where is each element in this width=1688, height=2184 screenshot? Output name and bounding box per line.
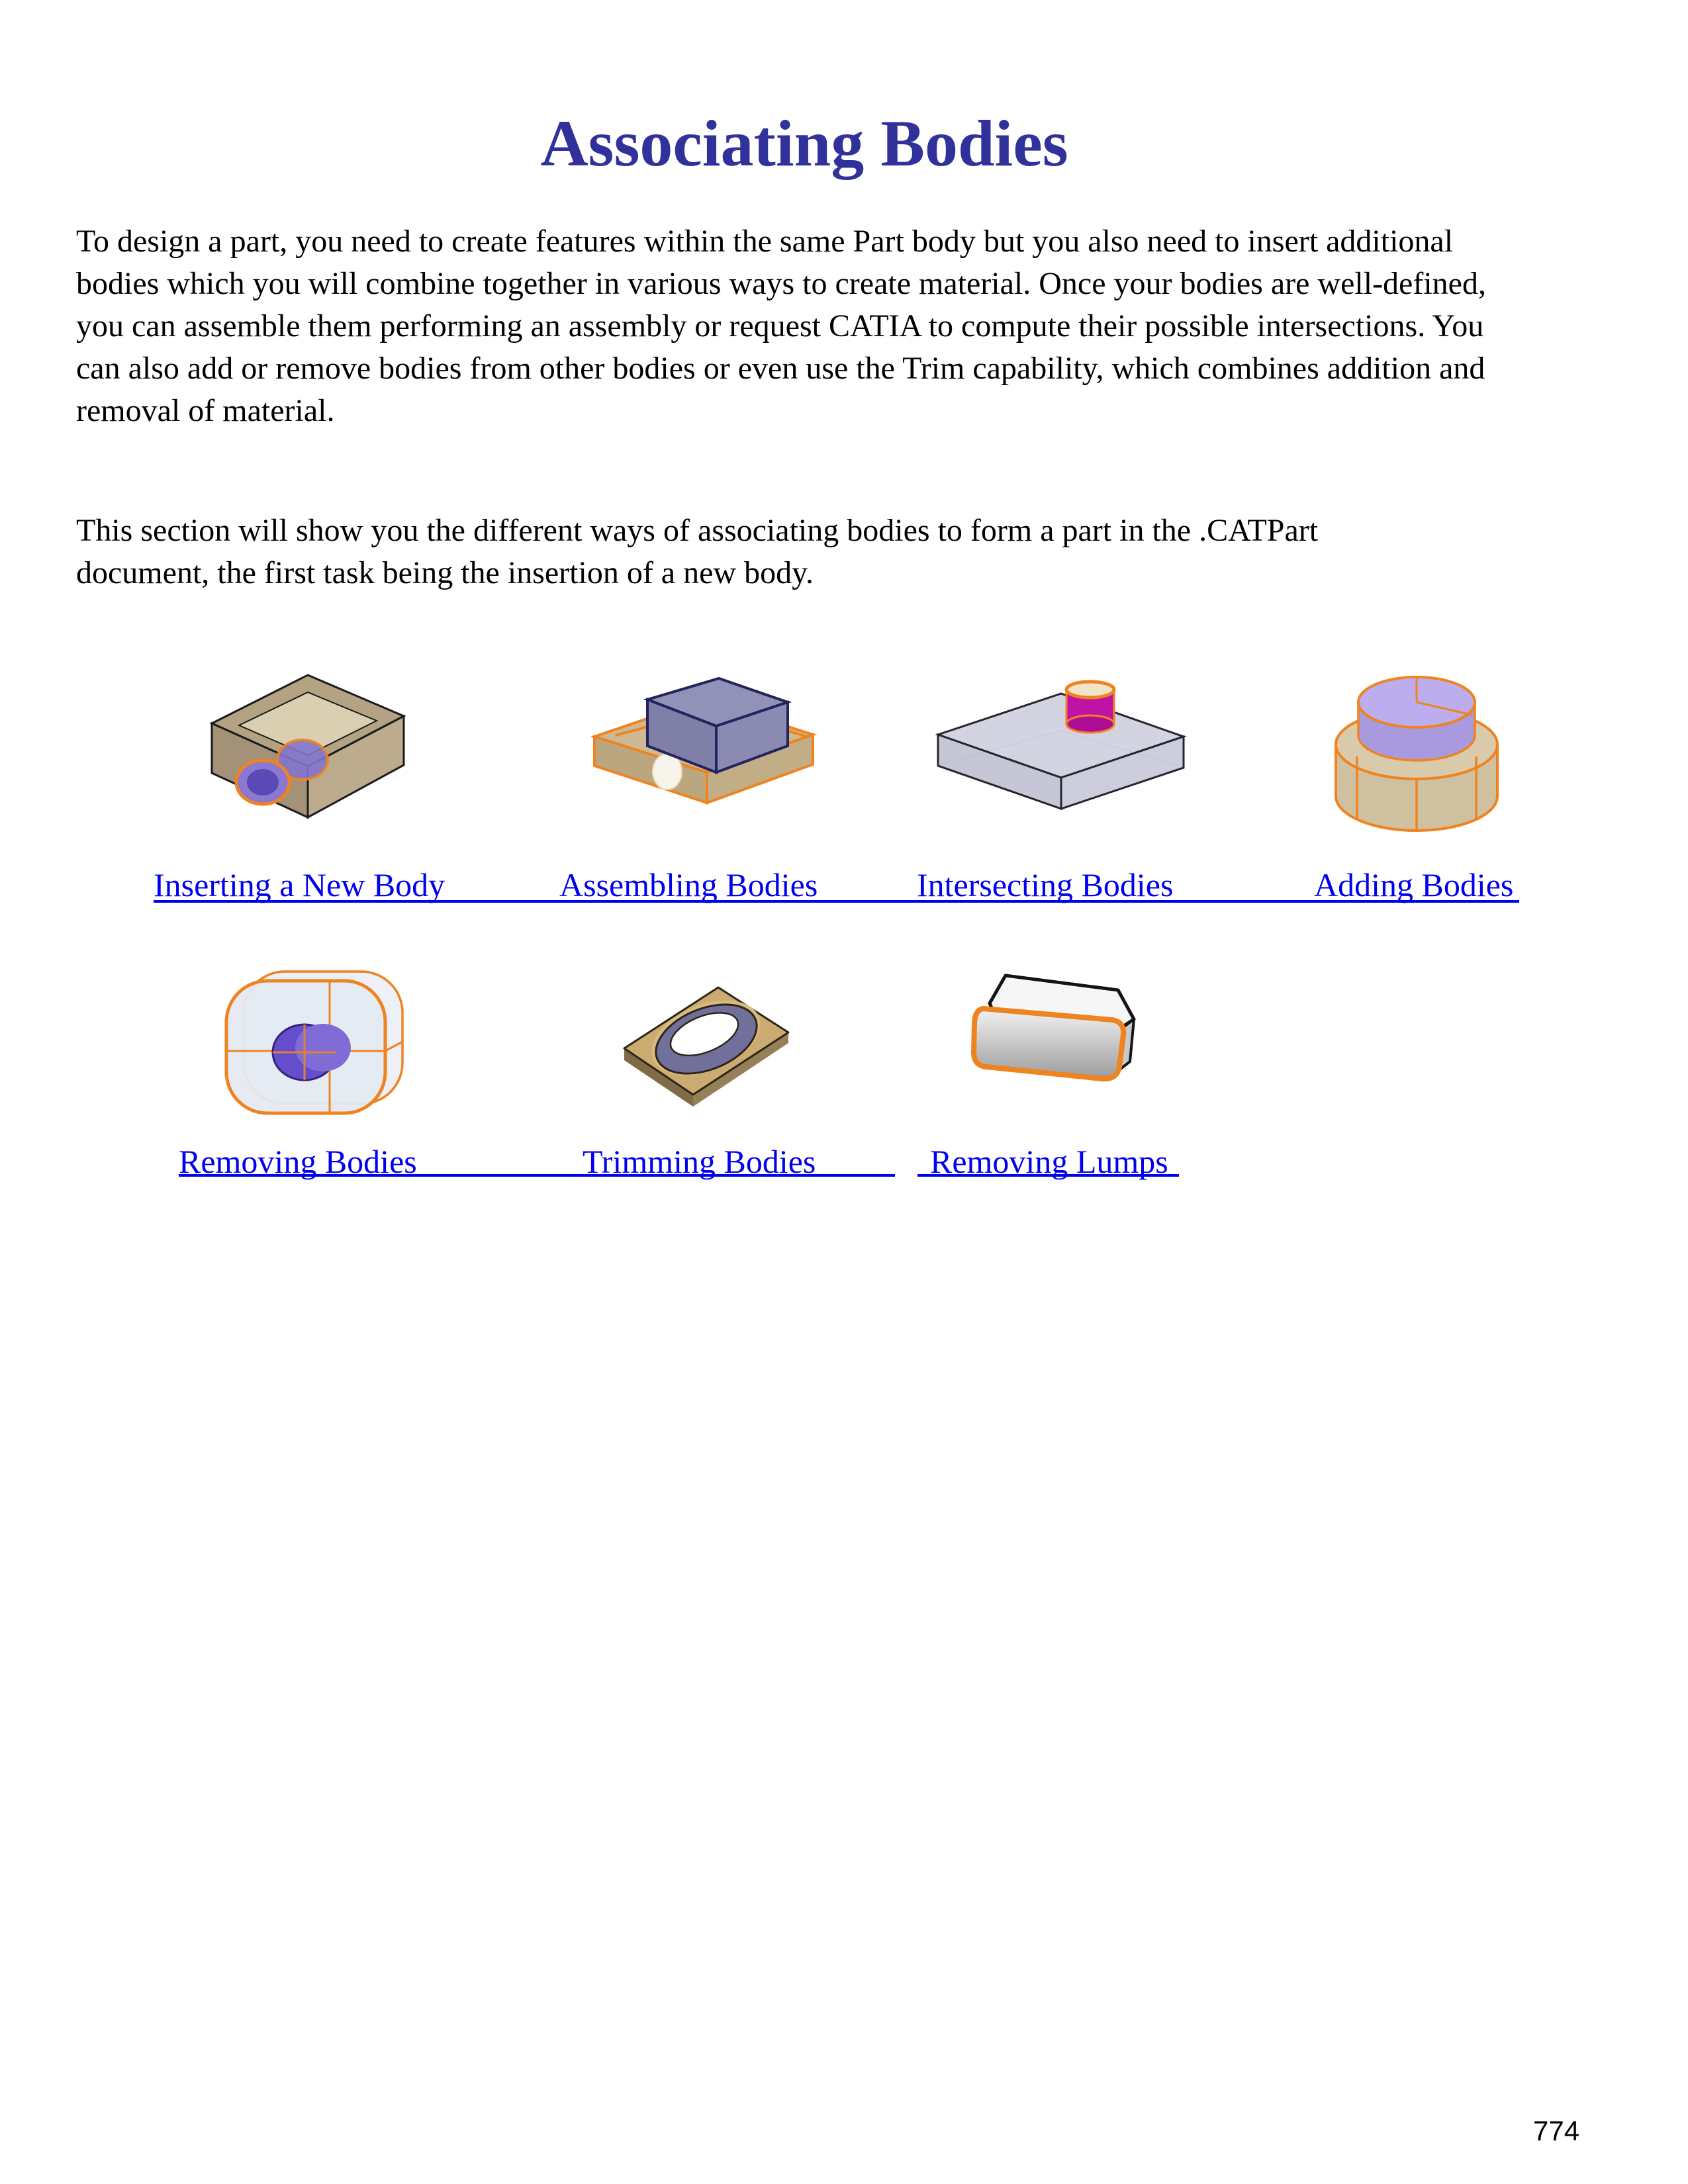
link-adding-bodies[interactable]: Adding Bodies — [1314, 866, 1514, 903]
trimming-bodies-thumbnail[interactable] — [612, 968, 798, 1112]
gray-bar-illustration-icon — [957, 961, 1142, 1101]
link-removing-lumps[interactable]: Removing Lumps — [930, 1143, 1168, 1180]
section-paragraph: This section will show you the different ways of associating bodies to form a part in the .CATPart document, the first task being the insertion of a new body. — [76, 513, 1319, 590]
intersecting-bodies-thumbnail[interactable] — [930, 668, 1192, 814]
open-box-illustration-icon — [202, 655, 414, 824]
removing-bodies-thumbnail[interactable] — [218, 953, 410, 1122]
link-trimming-bodies[interactable]: Trimming Bodies — [583, 1143, 816, 1180]
assembling-bodies-thumbnail[interactable] — [589, 672, 818, 807]
page-number: 774 — [1533, 2115, 1580, 2146]
link-inserting-new-body[interactable]: Inserting a New Body — [154, 866, 445, 903]
inserting-new-body-thumbnail[interactable] — [202, 655, 414, 824]
block-hole-illustration-icon — [218, 953, 410, 1122]
removing-lumps-thumbnail[interactable] — [957, 961, 1142, 1101]
page-title: Associating Bodies — [540, 107, 1068, 180]
link-removing-bodies[interactable]: Removing Bodies — [179, 1143, 417, 1180]
pad-cylinder-illustration-icon — [1317, 652, 1516, 837]
intro-paragraph: To design a part, you need to create features within the same Part body but you also need to insert additional bodies which you will combine together in various ways to create material. Once your bodies are well-defined, you can assemble them performing an assembly or request CATIA to compute their possible intersections. You can also add or remove bodies from other bodies or even use the Trim capability, which combines addition and removal of material. — [76, 224, 1486, 428]
box-cylinder-illustration-icon — [930, 668, 1192, 814]
plate-slot-illustration-icon — [612, 968, 798, 1112]
adding-bodies-thumbnail[interactable] — [1317, 652, 1516, 837]
slab-box-illustration-icon — [589, 672, 818, 807]
link-assembling-bodies[interactable]: Assembling Bodies — [559, 866, 818, 903]
link-intersecting-bodies[interactable]: Intersecting Bodies — [917, 866, 1174, 903]
